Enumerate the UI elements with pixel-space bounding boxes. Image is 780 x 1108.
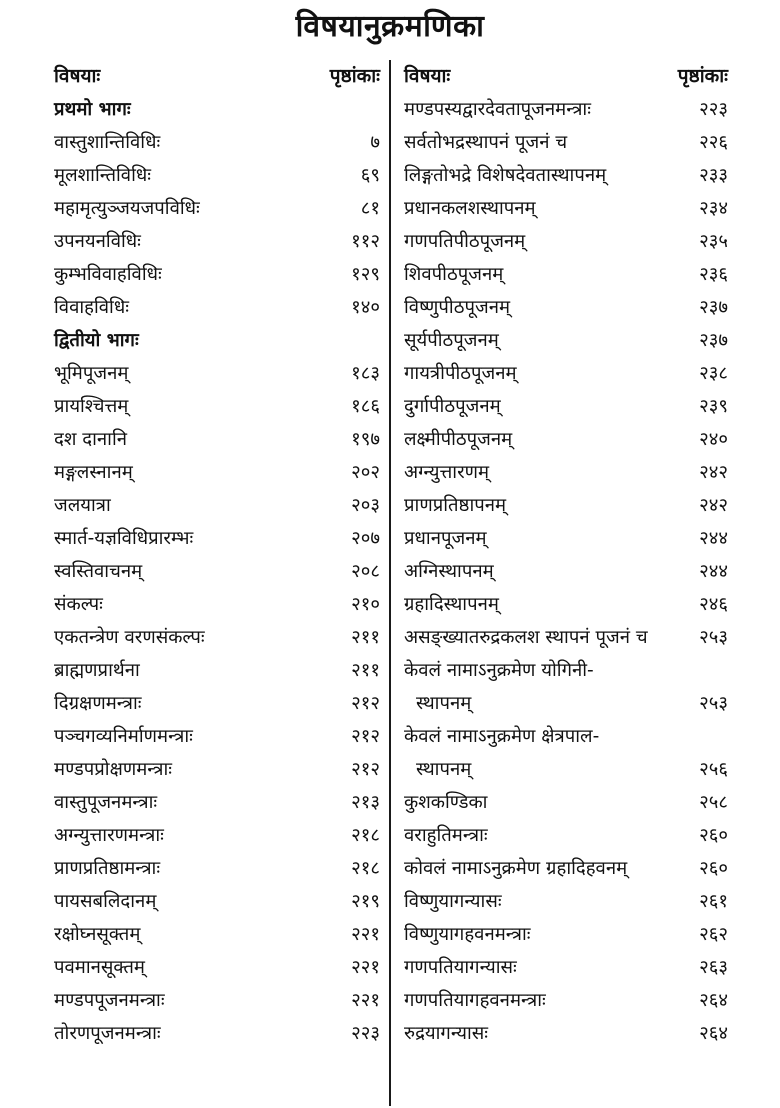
toc-entry-page: २४६ (699, 594, 728, 615)
toc-entry (398, 720, 730, 753)
toc-entry (48, 555, 382, 588)
toc-entry-page: २३४ (699, 198, 728, 219)
toc-entry (48, 489, 382, 522)
toc-entry-title: केवलं नामाऽनुक्रमेण क्षेत्रपाल- (404, 726, 600, 747)
toc-entry-title: दश दानानि (54, 429, 128, 450)
toc-entry-title: मण्डपपूजनमन्त्राः (54, 990, 165, 1011)
toc-entry-title: सर्वतोभद्रस्थापनं पूजनं च (404, 132, 568, 153)
toc-entry (48, 918, 382, 951)
toc-entry-page: २११ (351, 627, 380, 648)
toc-entry-title: अग्न्युत्तारणम् (404, 462, 490, 483)
toc-entry-page: २२३ (351, 1023, 380, 1044)
toc-entry (48, 423, 382, 456)
toc-entry-title: ब्राह्मणप्रार्थना (54, 660, 140, 681)
toc-entry-page: २३७ (699, 297, 728, 318)
toc-entry-page: ८१ (360, 198, 380, 219)
toc-entry-title: स्थापनम् (416, 759, 472, 780)
toc-entry (398, 159, 730, 192)
toc-entry-page: २१८ (351, 858, 380, 879)
toc-entry-page: ११२ (351, 231, 380, 252)
toc-entry-title: भूमिपूजनम् (54, 363, 129, 384)
toc-entry-page: २१८ (351, 825, 380, 846)
toc-entry-page: २३८ (699, 363, 728, 384)
toc-entry-title: दुर्गापीठपूजनम् (404, 396, 501, 417)
toc-entry-title: स्वस्तिवाचनम् (54, 561, 143, 582)
toc-entry (398, 885, 730, 918)
toc-entry (48, 588, 382, 621)
toc-entry-page: ७ (370, 132, 380, 153)
toc-entry-title: सूर्यपीठपूजनम् (404, 330, 499, 351)
toc-entry-page: २२१ (351, 990, 380, 1011)
toc-entry-title: प्रधानपूजनम् (404, 528, 487, 549)
toc-entry-page: २१० (351, 594, 380, 615)
toc-entry-title: महामृत्युञ्जयजपविधिः (54, 198, 200, 219)
toc-entry (398, 588, 730, 621)
toc-entry (48, 753, 382, 786)
toc-entry-page: १८६ (351, 396, 380, 417)
toc-entry-page: २४४ (699, 561, 728, 582)
toc-entry-title: मङ्गलस्नानम् (54, 462, 133, 483)
toc-section-heading (48, 93, 382, 126)
toc-entry (48, 720, 382, 753)
toc-entry (398, 819, 730, 852)
toc-entry (398, 225, 730, 258)
toc-section-heading (48, 324, 382, 357)
page-title: विषयानुक्रमणिका (295, 9, 485, 44)
toc-entry-page: २६२ (699, 924, 728, 945)
toc-entry-title: विवाहविधिः (54, 297, 129, 318)
toc-entry-title: उपनयनविधिः (54, 231, 141, 252)
toc-right-list (398, 93, 730, 1050)
toc-entry-page: २२१ (351, 957, 380, 978)
toc-entry-title: जलयात्रा (54, 495, 111, 516)
toc-entry (398, 918, 730, 951)
toc-entry-page: २१२ (351, 759, 380, 780)
column-divider (389, 60, 391, 1106)
toc-entry (48, 654, 382, 687)
toc-entry (398, 555, 730, 588)
toc-entry-title: स्मार्त-यज्ञविधिप्रारम्भः (54, 528, 194, 549)
toc-entry-title: वराहुतिमन्त्राः (404, 825, 488, 846)
toc-entry-page: २४२ (699, 462, 728, 483)
toc-entry-title: दिग्रक्षणमन्त्राः (54, 693, 142, 714)
toc-entry-title: एकतन्त्रेण वरणसंकल्पः (54, 627, 205, 648)
toc-entry-title: विष्णुयागन्यासः (404, 891, 502, 912)
toc-entry-title: रुद्रयागन्यासः (404, 1023, 489, 1044)
toc-entry (398, 984, 730, 1017)
toc-entry-page: २६० (699, 825, 728, 846)
toc-entry-title: वास्तुशान्तिविधिः (54, 132, 161, 153)
toc-entry (398, 357, 730, 390)
toc-entry-title: स्थापनम् (416, 693, 472, 714)
toc-entry-title: असङ्ख्यातरुद्रकलश स्थापनं पूजनं च (404, 627, 648, 648)
toc-entry-title: पायसबलिदानम् (54, 891, 157, 912)
toc-entry (48, 852, 382, 885)
toc-entry-page: २६४ (699, 990, 728, 1011)
toc-entry (398, 126, 730, 159)
toc-entry-page: ६९ (360, 165, 380, 186)
toc-left-list (48, 93, 382, 1050)
toc-entry-title: विष्णुयागहवनमन्त्राः (404, 924, 531, 945)
toc-entry (398, 423, 730, 456)
toc-entry-page: २६० (699, 858, 728, 879)
toc-entry-page: २४२ (699, 495, 728, 516)
toc-entry (48, 984, 382, 1017)
toc-entry (48, 357, 382, 390)
toc-entry-title: पञ्चगव्यनिर्माणमन्त्राः (54, 726, 193, 747)
toc-entry-title: गणपतियागहवनमन्त्राः (404, 990, 546, 1011)
toc-entry-page: २०८ (351, 561, 380, 582)
toc-entry (48, 687, 382, 720)
toc-entry (398, 324, 730, 357)
toc-entry (48, 1017, 382, 1050)
toc-entry-page: १२९ (351, 264, 380, 285)
toc-entry-page: २५३ (699, 693, 728, 714)
toc-entry (398, 390, 730, 423)
toc-entry (48, 159, 382, 192)
toc-entry (48, 225, 382, 258)
toc-header-left (48, 60, 382, 93)
toc-entry (398, 753, 730, 786)
toc-entry-title: कोवलं नामाऽनुक्रमेण ग्रहादिहवनम् (404, 858, 628, 879)
toc-right-column (398, 60, 730, 1050)
toc-entry-page: २३३ (699, 165, 728, 186)
toc-entry-page: २२१ (351, 924, 380, 945)
toc-entry-page: २०२ (351, 462, 380, 483)
toc-entry (398, 621, 730, 654)
toc-entry-page: २५६ (699, 759, 728, 780)
toc-entry-page: २३६ (699, 264, 728, 285)
toc-entry-title: द्वितीयो भागः (54, 330, 139, 351)
toc-entry-title: लिङ्गतोभद्रे विशेषदेवतास्थापनम् (404, 165, 607, 186)
toc-entry (398, 192, 730, 225)
toc-entry-title: प्रधानकलशस्थापनम् (404, 198, 536, 219)
toc-entry-title: अग्न्युत्तारणमन्त्राः (54, 825, 164, 846)
toc-entry-page: २५८ (699, 792, 728, 813)
toc-entry (398, 258, 730, 291)
toc-entry-title: केवलं नामाऽनुक्रमेण योगिनी- (404, 660, 594, 681)
toc-entry-page: २२३ (699, 99, 728, 120)
toc-entry (48, 885, 382, 918)
topic-column-header: विषयाः (404, 65, 451, 87)
toc-entry-title: पवमानसूक्तम् (54, 957, 145, 978)
toc-entry (398, 93, 730, 126)
toc-entry-title: संकल्पः (54, 594, 103, 615)
toc-entry-title: मण्डपस्यद्वारदेवतापूजनमन्त्राः (404, 99, 591, 120)
toc-entry-title: लक्ष्मीपीठपूजनम् (404, 429, 513, 450)
toc-entry-page: २२६ (699, 132, 728, 153)
toc-entry-title: प्रायश्चित्तम् (54, 396, 129, 417)
toc-entry (398, 687, 730, 720)
toc-entry-title: तोरणपूजनमन्त्राः (54, 1023, 161, 1044)
toc-entry-title: ग्रहादिस्थापनम् (404, 594, 499, 615)
toc-entry-page: १८३ (351, 363, 380, 384)
toc-entry-page: २१३ (351, 792, 380, 813)
toc-entry-page: २१२ (351, 726, 380, 747)
page-column-header: पृष्ठांकाः (329, 65, 380, 87)
toc-entry (398, 852, 730, 885)
toc-entry-title: शिवपीठपूजनम् (404, 264, 504, 285)
toc-entry-title: कुशकण्डिका (404, 792, 488, 813)
toc-entry-title: विष्णुपीठपूजनम् (404, 297, 511, 318)
toc-entry-page: २३७ (699, 330, 728, 351)
toc-entry-title: प्रथमो भागः (54, 99, 131, 120)
toc-entry-page: २३५ (699, 231, 728, 252)
toc-entry-title: मूलशान्तिविधिः (54, 165, 151, 186)
toc-entry-title: वास्तुपूजनमन्त्राः (54, 792, 158, 813)
toc-entry-title: रक्षोघ्नसूक्तम् (54, 924, 141, 945)
toc-entry-page: २६३ (699, 957, 728, 978)
toc-entry-title: मण्डपप्रोक्षणमन्त्राः (54, 759, 173, 780)
toc-entry-title: गणपतिपीठपूजनम् (404, 231, 526, 252)
toc-entry (398, 291, 730, 324)
toc-entry (398, 951, 730, 984)
toc-entry-page: १९७ (351, 429, 380, 450)
toc-entry (48, 819, 382, 852)
toc-entry-page: २६४ (699, 1023, 728, 1044)
toc-entry-page: २११ (351, 660, 380, 681)
toc-entry-page: २४४ (699, 528, 728, 549)
toc-entry-title: प्राणप्रतिष्ठामन्त्राः (54, 858, 161, 879)
toc-entry (48, 522, 382, 555)
toc-entry (398, 1017, 730, 1050)
toc-entry-page: २६१ (699, 891, 728, 912)
toc-entry-page: २३९ (699, 396, 728, 417)
toc-entry-page: २०३ (351, 495, 380, 516)
toc-entry-page: २१२ (351, 693, 380, 714)
toc-entry-title: गायत्रीपीठपूजनम् (404, 363, 517, 384)
toc-entry (48, 621, 382, 654)
toc-entry-page: २४० (699, 429, 728, 450)
toc-entry-title: कुम्भविवाहविधिः (54, 264, 162, 285)
toc-entry-title: गणपतियागन्यासः (404, 957, 517, 978)
toc-entry-page: २०७ (351, 528, 380, 549)
toc-entry (398, 786, 730, 819)
toc-entry (398, 456, 730, 489)
page-column-header: पृष्ठांकाः (677, 65, 728, 87)
toc-left-column (48, 60, 382, 1050)
toc-entry (48, 291, 382, 324)
toc-entry (48, 126, 382, 159)
toc-entry-page: १४० (351, 297, 380, 318)
toc-entry (398, 654, 730, 687)
toc-entry (398, 522, 730, 555)
toc-entry (48, 192, 382, 225)
toc-header-right (398, 60, 730, 93)
toc-entry (398, 489, 730, 522)
toc-entry (48, 258, 382, 291)
toc-entry (48, 786, 382, 819)
toc-entry (48, 456, 382, 489)
toc-entry-page: २५३ (699, 627, 728, 648)
toc-entry (48, 951, 382, 984)
toc-entry-title: अग्निस्थापनम् (404, 561, 494, 582)
toc-entry-page: २१९ (351, 891, 380, 912)
toc-entry-title: प्राणप्रतिष्ठापनम् (404, 495, 507, 516)
topic-column-header: विषयाः (54, 65, 101, 87)
toc-entry (48, 390, 382, 423)
